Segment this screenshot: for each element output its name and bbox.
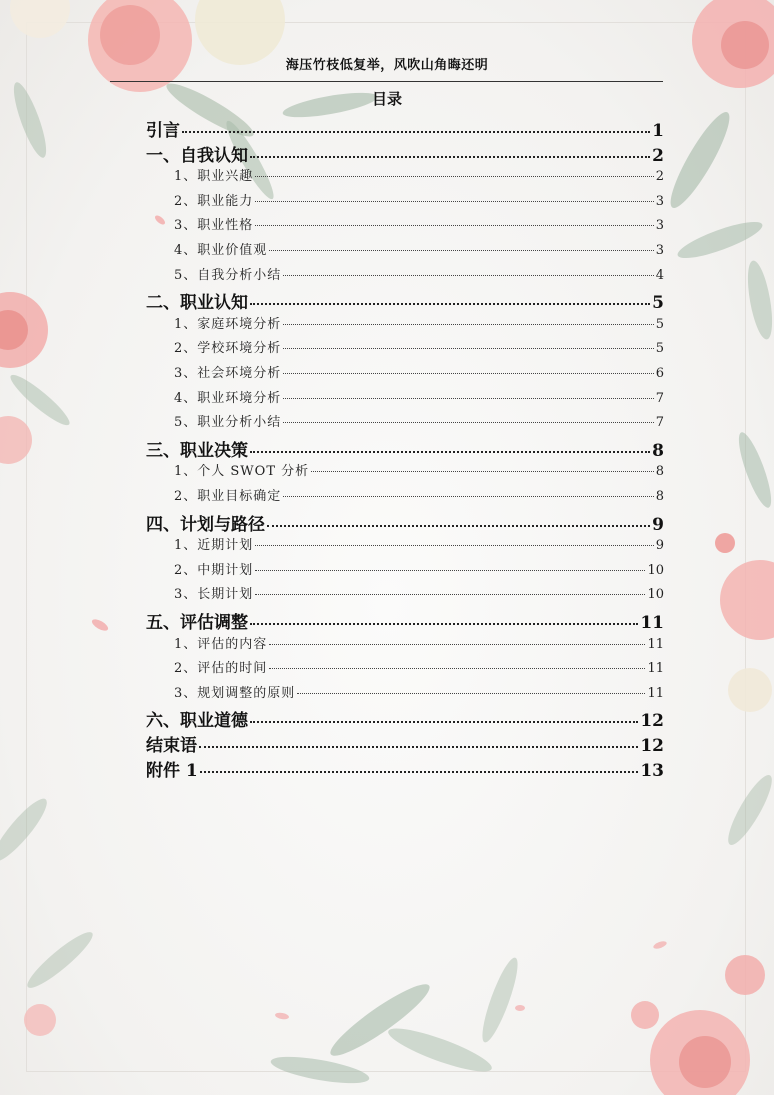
toc-entry-label: 2、评估的时间: [174, 661, 268, 677]
toc-page-number: 10: [647, 587, 664, 603]
toc-title: 目录: [371, 90, 402, 108]
toc-dot-leader: [199, 746, 638, 748]
flower-illustration: [22, 926, 765, 1095]
toc-page-number: 11: [647, 685, 664, 701]
toc-entry-label: 六、职业道德: [146, 711, 248, 732]
toc-entry-label: 1、近期计划: [174, 538, 254, 554]
toc-dot-leader: [200, 771, 639, 773]
toc-dot-leader: [283, 324, 653, 325]
toc-dot-leader: [269, 668, 645, 669]
toc-entry-label: 2、职业目标确定: [174, 489, 282, 504]
toc-page-number: 12: [640, 736, 664, 756]
toc-dot-leader: [269, 644, 645, 645]
flower-illustration: [715, 429, 774, 849]
toc-page-number: 9: [652, 514, 664, 535]
toc-chapter-entry[interactable]: [146, 141, 664, 165]
toc-entry-label: 3、社会环境分析: [174, 366, 282, 381]
toc-dot-leader: [250, 623, 638, 625]
header-divider: [110, 81, 663, 82]
toc-page-number: 5: [652, 293, 664, 314]
toc-entry-label: 1、评估的内容: [174, 636, 268, 652]
toc-section-entry[interactable]: [146, 411, 664, 430]
toc-entry-label: 1、个人 SWOT 分析: [174, 464, 310, 480]
toc-chapter-entry[interactable]: [146, 288, 664, 312]
toc-section-entry[interactable]: [146, 633, 664, 652]
toc-page-number: 5: [655, 316, 664, 332]
toc-section-entry[interactable]: [146, 165, 664, 184]
toc-dot-leader: [283, 275, 653, 276]
toc-dot-leader: [255, 545, 653, 546]
toc-page-number: 11: [647, 661, 664, 677]
toc-entry-label: 结束语: [146, 736, 197, 756]
toc-entry-label: 3、职业性格: [174, 218, 254, 234]
toc-chapter-entry[interactable]: [146, 608, 664, 632]
toc-chapter-entry[interactable]: [146, 510, 664, 534]
toc-dot-leader: [255, 176, 653, 177]
toc-dot-leader: [267, 525, 650, 527]
toc-section-entry[interactable]: [146, 534, 664, 553]
toc-chapter-entry[interactable]: [146, 731, 664, 755]
toc-entry-label: 一、自我认知: [146, 145, 248, 166]
toc-dot-leader: [283, 373, 653, 374]
toc-section-entry[interactable]: [146, 214, 664, 233]
toc-entry-label: 2、中期计划: [174, 562, 254, 578]
toc-page-number: 2: [652, 145, 664, 166]
toc-dot-leader: [250, 721, 638, 723]
toc-page-number: 3: [655, 218, 664, 234]
toc-page-number: 8: [655, 464, 664, 480]
toc-entry-label: 二、职业认知: [146, 293, 248, 314]
toc-section-entry[interactable]: [146, 362, 664, 381]
toc-page-number: 11: [647, 636, 664, 652]
toc-entry-label: 1、职业兴趣: [174, 169, 254, 185]
toc-dot-leader: [250, 303, 650, 305]
toc-section-entry[interactable]: [146, 239, 664, 258]
toc-dot-leader: [297, 693, 645, 694]
toc-page-number: 7: [655, 415, 664, 431]
toc-section-entry[interactable]: [146, 337, 664, 356]
toc-entry-label: 5、职业分析小结: [174, 415, 282, 431]
flower-illustration: [662, 0, 774, 341]
toc-dot-leader: [311, 471, 654, 472]
toc-page-number: 2: [655, 169, 664, 185]
toc-entry-label: 2、职业能力: [174, 193, 254, 209]
toc-dot-leader: [283, 348, 653, 349]
toc-chapter-entry[interactable]: [146, 756, 664, 780]
toc-section-entry[interactable]: [146, 313, 664, 332]
toc-page-number: 8: [655, 489, 664, 504]
toc-page-number: 6: [655, 366, 664, 381]
toc-chapter-entry[interactable]: [146, 116, 664, 140]
toc-section-entry[interactable]: [146, 657, 664, 676]
toc-entry-label: 引言: [146, 121, 180, 141]
toc-section-entry[interactable]: [146, 460, 664, 479]
toc-dot-leader: [255, 594, 645, 595]
toc-entry-label: 2、学校环境分析: [174, 341, 282, 357]
toc-page-number: 3: [655, 243, 664, 258]
toc-section-entry[interactable]: [146, 264, 664, 283]
toc-dot-leader: [255, 201, 653, 202]
toc-section-entry[interactable]: [146, 190, 664, 209]
toc-chapter-entry[interactable]: [146, 436, 664, 460]
page-header-title: 海压竹枝低复举，风吹山角晦还明: [285, 58, 489, 73]
toc-page-number: 9: [655, 538, 664, 554]
toc-dot-leader: [255, 225, 653, 226]
toc-page-number: 5: [655, 341, 664, 357]
toc-chapter-entry[interactable]: [146, 706, 664, 730]
toc-page-number: 7: [655, 390, 664, 406]
toc-entry-label: 五、评估调整: [146, 613, 248, 633]
flower-illustration: [0, 292, 74, 867]
toc-entry-label: 4、职业环境分析: [174, 390, 282, 406]
toc-dot-leader: [182, 131, 650, 133]
toc-dot-leader: [269, 250, 653, 251]
toc-page-number: 3: [655, 193, 664, 209]
toc-page-number: 8: [652, 440, 664, 461]
toc-dot-leader: [255, 570, 645, 571]
toc-page-number: 12: [640, 711, 664, 732]
toc-section-entry[interactable]: [146, 559, 664, 578]
toc-section-entry[interactable]: [146, 485, 664, 504]
toc-dot-leader: [283, 496, 653, 497]
toc-entry-label: 4、职业价值观: [174, 243, 268, 258]
toc-page-number: 13: [640, 760, 664, 781]
toc-entry-label: 5、自我分析小结: [174, 267, 282, 283]
toc-section-entry[interactable]: [146, 387, 664, 406]
toc-entry-label: 附件 1: [146, 760, 198, 781]
toc-page-number: 11: [640, 613, 664, 633]
toc-dot-leader: [283, 422, 653, 423]
toc-section-entry[interactable]: [146, 682, 664, 701]
toc-page-number: 10: [647, 562, 664, 578]
toc-dot-leader: [250, 156, 650, 158]
toc-entry-label: 1、家庭环境分析: [174, 316, 282, 332]
toc-entry-label: 四、计划与路径: [146, 514, 265, 535]
toc-dot-leader: [283, 398, 653, 399]
toc-entry-label: 3、长期计划: [174, 587, 254, 603]
toc-page-number: 1: [652, 121, 664, 141]
toc-entry-label: 三、职业决策: [146, 440, 248, 461]
toc-entry-label: 3、规划调整的原则: [174, 685, 296, 701]
toc-page-number: 4: [655, 267, 664, 283]
toc-section-entry[interactable]: [146, 583, 664, 602]
toc-dot-leader: [250, 451, 650, 453]
